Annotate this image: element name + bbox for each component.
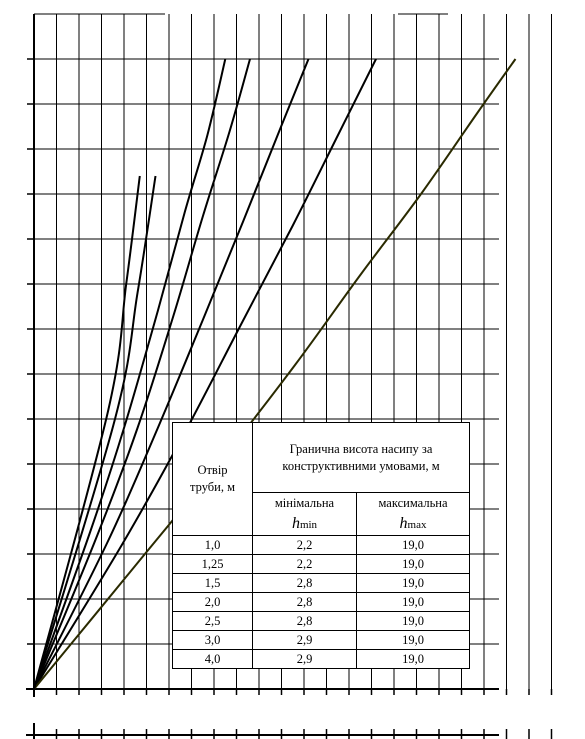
cell-hmin: 2,8 xyxy=(253,574,357,593)
cell-hmin: 2,9 xyxy=(253,650,357,669)
max-symbol-h: h xyxy=(399,514,408,532)
series-line-7 xyxy=(34,176,156,689)
min-label: мінімальна xyxy=(274,495,335,510)
max-label: максимальна xyxy=(378,495,448,510)
min-symbol-sub: min xyxy=(299,518,318,531)
cell-hmax: 19,0 xyxy=(357,574,470,593)
cell-diameter: 1,0 xyxy=(173,536,253,555)
table-header-max xyxy=(357,493,470,536)
cell-diameter: 1,5 xyxy=(173,574,253,593)
cell-hmax: 19,0 xyxy=(357,612,470,631)
cell-hmax: 19,0 xyxy=(357,650,470,669)
table-row xyxy=(173,536,470,555)
cell-diameter: 3,0 xyxy=(173,631,253,650)
min-symbol-h: h xyxy=(291,514,300,532)
cell-hmax: 19,0 xyxy=(357,631,470,650)
cell-hmin: 2,9 xyxy=(253,631,357,650)
table-row xyxy=(173,555,470,574)
table-row xyxy=(173,612,470,631)
cell-hmin: 2,8 xyxy=(253,593,357,612)
data-table xyxy=(172,422,470,669)
cell-hmin: 2,2 xyxy=(253,536,357,555)
cell-hmin: 2,8 xyxy=(253,612,357,631)
cell-diameter: 2,0 xyxy=(173,593,253,612)
cell-diameter: 1,25 xyxy=(173,555,253,574)
table-body xyxy=(173,536,470,669)
cell-hmax: 19,0 xyxy=(357,593,470,612)
table-row xyxy=(173,593,470,612)
cell-hmax: 19,0 xyxy=(357,536,470,555)
cell-hmin: 2,2 xyxy=(253,555,357,574)
cell-hmax: 19,0 xyxy=(357,555,470,574)
max-symbol-sub: max xyxy=(407,518,427,531)
diameter-header-text: Отвір труби, м xyxy=(190,463,235,494)
table-header-diameter xyxy=(173,423,253,536)
group-header-text: Гранична висота насипу за конструктивними умовами, м xyxy=(282,441,440,473)
cell-diameter: 4,0 xyxy=(173,650,253,669)
table-row xyxy=(173,631,470,650)
table-header-min xyxy=(253,493,357,536)
table-row xyxy=(173,650,470,669)
min-symbol xyxy=(253,515,356,533)
cell-diameter: 2,5 xyxy=(173,612,253,631)
max-symbol xyxy=(357,515,469,533)
table-header-group xyxy=(253,423,470,493)
table-row xyxy=(173,574,470,593)
